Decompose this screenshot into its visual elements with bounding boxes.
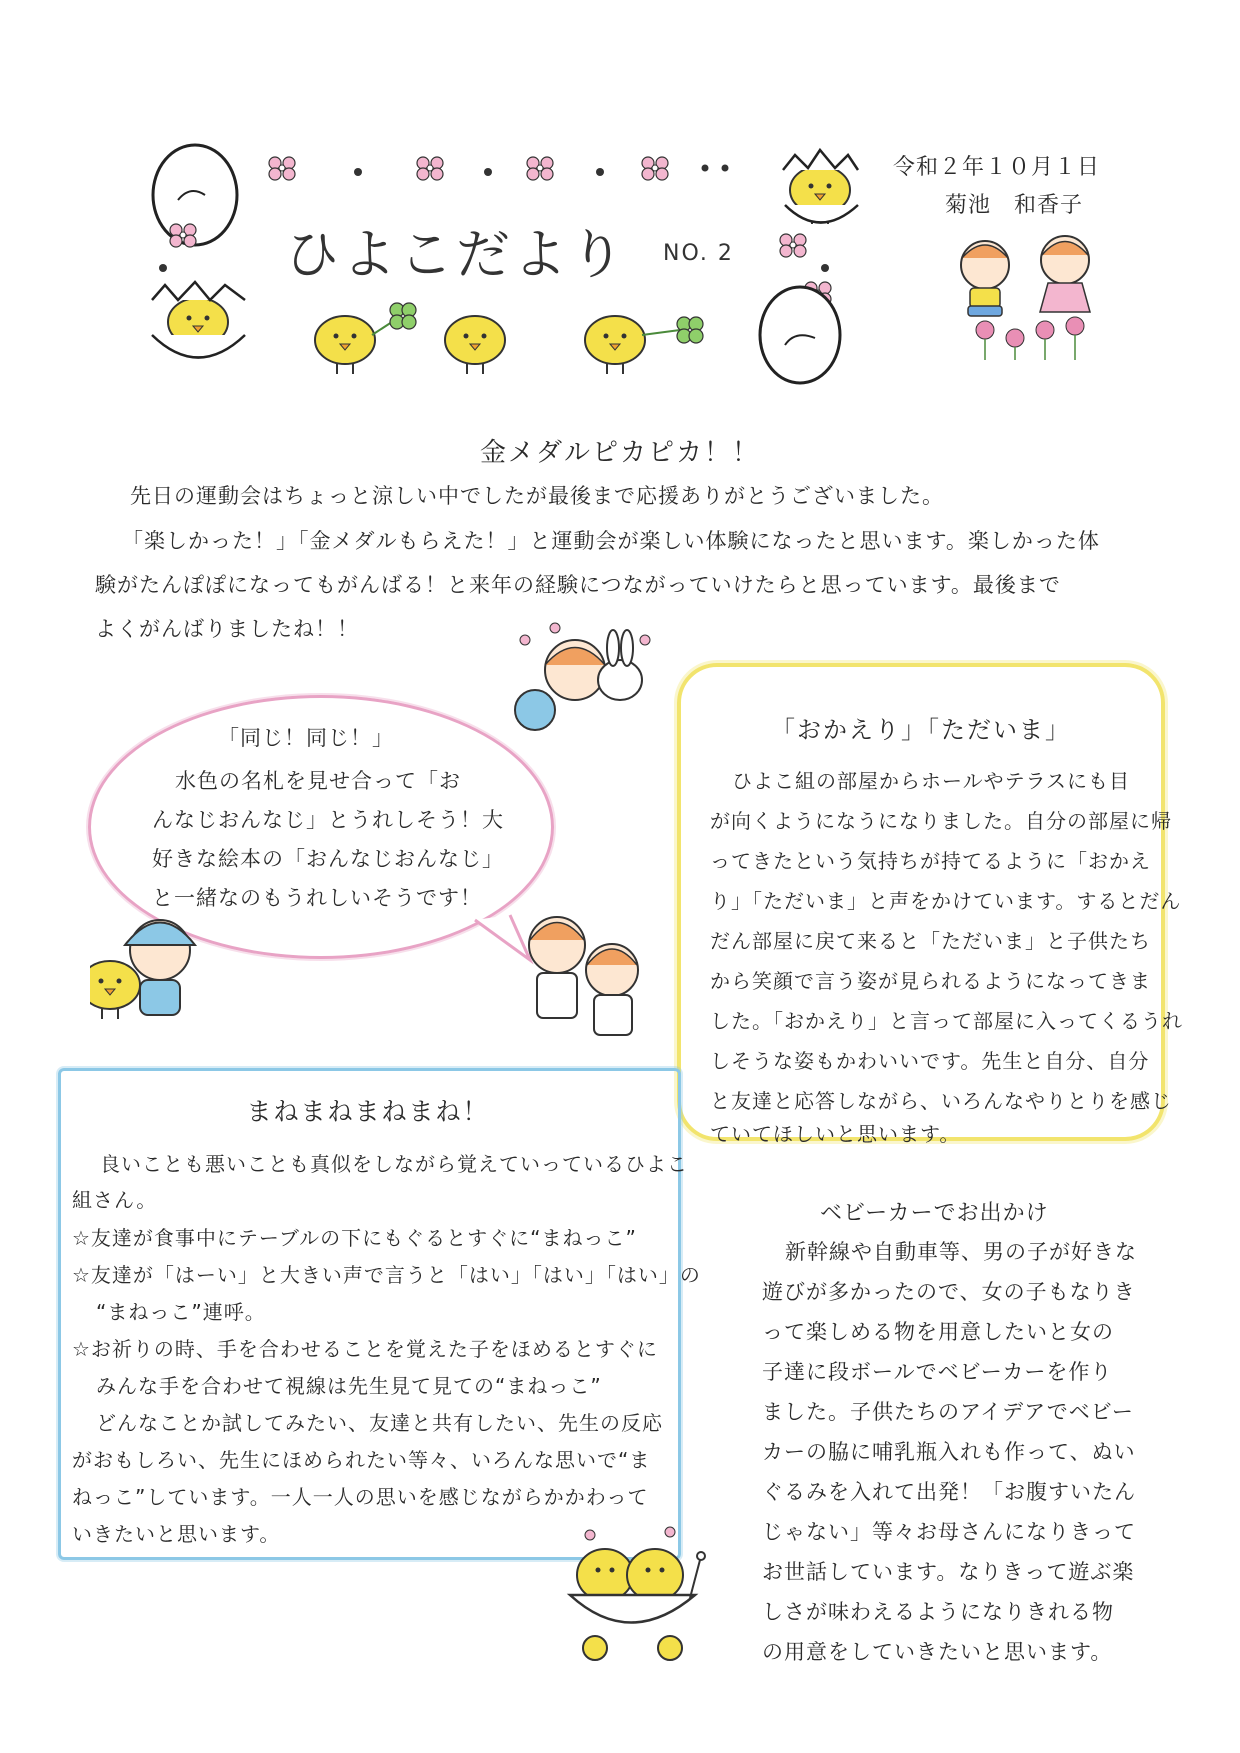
- stroller-line: カーの脇に哺乳瓶入れも作って、ぬい: [762, 1440, 1136, 1464]
- newsletter-title: ひよこだより: [285, 223, 627, 286]
- issue-number: NO. 2: [663, 241, 734, 266]
- mane-line: みんな手を合わせて視線は先生見て見ての“まねっこ”: [96, 1374, 602, 1398]
- stroller-line: お世話しています。なりきって遊ぶ楽: [762, 1560, 1135, 1584]
- intro-line: 験がたんぽぽになってもがんばる！と来年の経験につながっていけたらと思っています。最後まで: [95, 573, 1061, 597]
- stroller-line: 子達に段ボールでベビーカーを作り: [762, 1360, 1113, 1384]
- stroller-line: しさが味わえるようになりきれる物: [762, 1600, 1114, 1624]
- stroller-line: ぐるみを入れて出発！「お腹すいたん: [762, 1480, 1136, 1504]
- stroller-line: ました。子供たちのアイデアでベビー: [762, 1400, 1134, 1424]
- mane-line: 組さん。: [72, 1188, 158, 1212]
- mane-line: ☆友達が「はーい」と大きい声で言うと「はい」「はい」「はい」の: [72, 1263, 701, 1287]
- bubble-line: んなじおんなじ」とうれしそう！大: [152, 808, 504, 832]
- stroller-heading: ベビーカーでお出かけ: [820, 1201, 1049, 1226]
- okaeri-line: ってきたという気持ちが持てるように「おかえ: [710, 849, 1151, 873]
- stroller-icon: [560, 1520, 710, 1670]
- chick-icon: [783, 150, 858, 224]
- mane-line: がおもしろい、先生にほめられたい等々、いろんな思いで“ま: [72, 1448, 651, 1472]
- intro-line: 先日の運動会はちょっと涼しい中でしたが最後まで応援ありがとうございました。: [130, 484, 944, 508]
- bubble-line: 好きな絵本の「おんなじおんなじ」: [152, 847, 504, 871]
- children-icon: [961, 236, 1090, 360]
- stroller-line: って楽しめる物を用意したいと女の: [762, 1320, 1114, 1344]
- mane-line: いきたいと思います。: [72, 1522, 281, 1546]
- children-icon: [512, 905, 662, 1055]
- mane-line: ☆友達が食事中にテーブルの下にもぐるとすぐに“まねっこ”: [72, 1226, 637, 1250]
- stroller-line: の用意をしていきたいと思います。: [762, 1640, 1113, 1664]
- author-name: 菊池 和香子: [945, 193, 1084, 218]
- stroller-line: 新幹線や自動車等、男の子が好きな: [785, 1240, 1137, 1264]
- okaeri-line: した。「おかえり」と言って部屋に入ってくるうれ: [710, 1009, 1183, 1033]
- bubble-line: 水色の名札を見せ合って「お: [175, 769, 461, 793]
- chick-icon: [315, 316, 645, 374]
- bubble-heading: 「同じ！同じ！」: [218, 726, 394, 750]
- chick-icon: [152, 282, 245, 358]
- mane-heading: まねまねまねまね！: [246, 1097, 490, 1126]
- okaeri-heading: 「おかえり」「ただいま」: [771, 716, 1071, 744]
- intro-heading: 金メダルピカピカ！！: [479, 438, 760, 468]
- okaeri-line: だん部屋に戻て来ると「ただいま」と子供たち: [710, 929, 1151, 953]
- mane-line: 良いことも悪いことも真似をしながら覚えていっているひよこ: [100, 1152, 688, 1176]
- mane-line: “まねっこ”連呼。: [96, 1300, 266, 1324]
- children-icon: [90, 905, 230, 1045]
- bubble-line: と一緒なのもうれしいそうです！: [152, 886, 482, 910]
- okaeri-line: り」「ただいま」と声をかけています。するとだん: [710, 889, 1182, 913]
- okaeri-line: しそうな姿もかわいいです。先生と自分、自分: [710, 1049, 1150, 1073]
- mane-line: ☆お祈りの時、手を合わせることを覚えた子をほめるとすぐに: [72, 1337, 658, 1361]
- mane-line: どんなことか試してみたい、友達と共有したい、先生の反応: [96, 1411, 663, 1435]
- intro-line: 「楽しかった！」「金メダルもらえた！」と運動会が楽しい体験になったと思います。楽しかった体: [122, 529, 1100, 553]
- stroller-line: 遊びが多かったので、女の子もなりき: [762, 1280, 1136, 1304]
- issue-date: 令和２年１０月１日: [893, 155, 1101, 180]
- okaeri-line: と友達と応答しながら、いろんなやりとりを感じ: [710, 1089, 1172, 1113]
- okaeri-line: ていてほしいと思います。: [710, 1122, 961, 1146]
- mane-line: ねっこ”しています。一人一人の思いを感じながらかかわって: [72, 1485, 649, 1509]
- intro-line: よくがんばりましたね！！: [95, 617, 359, 641]
- okaeri-line: が向くようになうになりました。自分の部屋に帰: [710, 809, 1172, 833]
- egg-icon: [760, 287, 840, 383]
- okaeri-line: ひよこ組の部屋からホールやテラスにも目: [732, 769, 1130, 793]
- stroller-line: じゃない」等々お母さんになりきって: [762, 1520, 1136, 1544]
- children-icon: [505, 620, 665, 750]
- okaeri-line: から笑顔で言う姿が見られるようになってきま: [710, 969, 1151, 993]
- clover-icon: [372, 303, 703, 343]
